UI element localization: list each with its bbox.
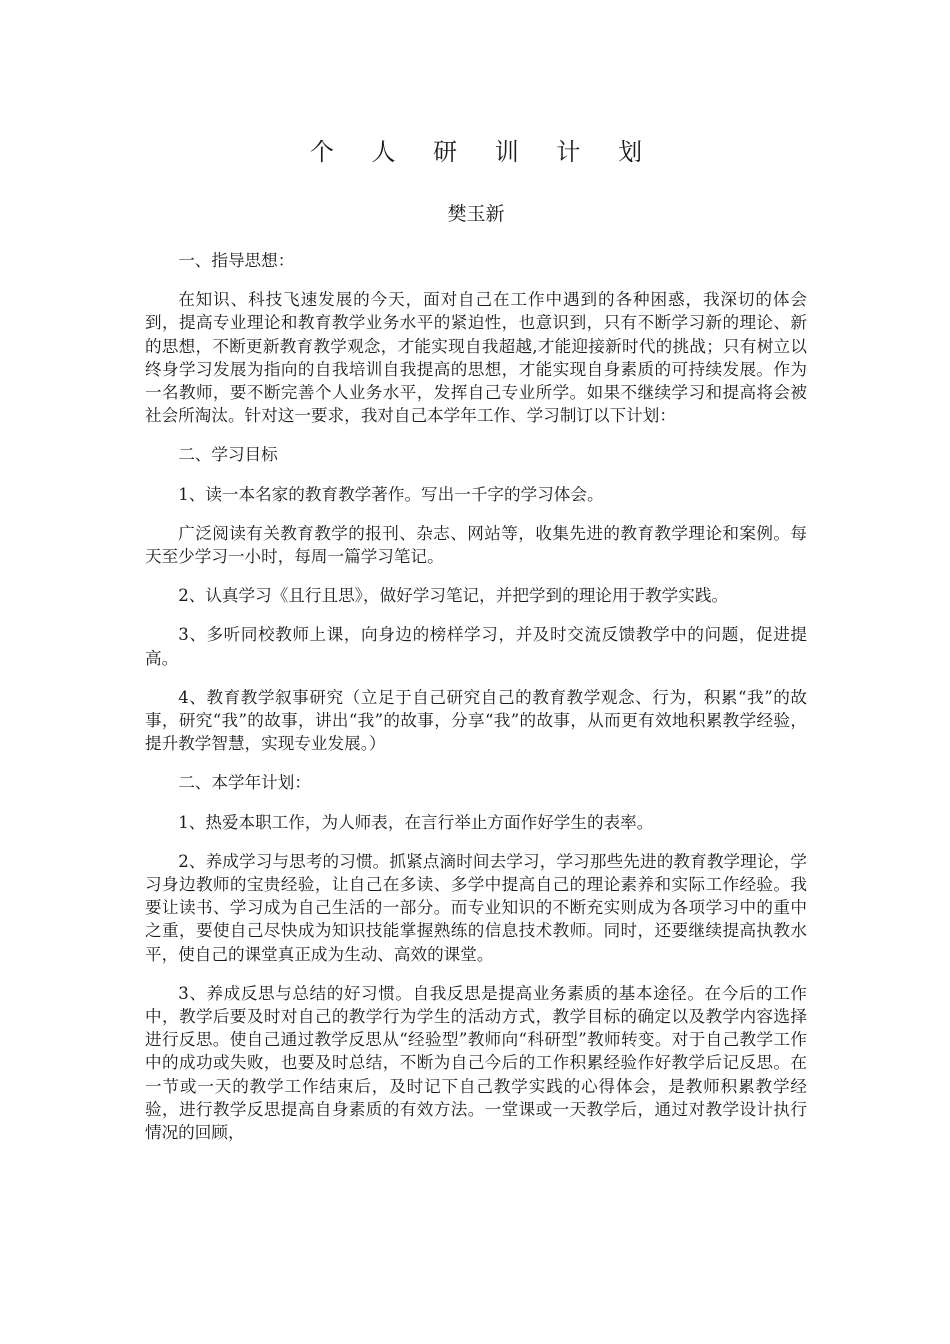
goal-item-3: 3、多听同校教师上课，向身边的榜样学习，并及时交流反馈教学中的问题，促进提高。 xyxy=(145,625,807,668)
section-heading-learning-goals: 二、学习目标 xyxy=(178,445,278,465)
goal-item-1: 1、读一本名家的教育教学著作。写出一千字的学习体会。 xyxy=(178,484,604,504)
goal-item-4: 4、教育教学叙事研究（立足于自己研究自己的教育教学观念、行为，积累“我”的故事，研究“我”的故事，讲出“我”的故事，分享“我”的故事，从而更有效地积累教学经验，提升教学智慧，实现专业发展。） xyxy=(145,687,807,754)
goal-item-2: 2、认真学习《且行且思》，做好学习笔记，并把学到的理论用于教学实践。 xyxy=(178,586,729,606)
plan-item-1: 1、热爱本职工作，为人师表，在言行举止方面作好学生的表率。 xyxy=(178,812,654,832)
goal-item-1-detail: 广泛阅读有关教育教学的报刊、杂志、网站等，收集先进的教育教学理论和案例。每天至少学习一小时，每周一篇学习笔记。 xyxy=(145,523,807,567)
document-body xyxy=(145,249,807,1160)
section-heading-guiding-thought: 一、指导思想： xyxy=(178,251,295,270)
document-author: 樊玉新 xyxy=(447,203,505,225)
paragraph-guiding-thought: 在知识、科技飞速发展的今天，面对自己在工作中遇到的各种困惑，我深切的体会到，提高专业理论和教育教学业务水平的紧迫性，也意识到，只有不断学习新的理论、新的思想，不断更新教育教学观念，才能实现自我超越,才能迎接新时代的挑战；只有树立以终身学习发展为指向的自我培训自我提高的思想，才能实现自身素质的可持续发展。作为一名教师，要不断完善个人业务水平，发挥自己专业所学。如果不继续学习和提高将会被社会所淘汰。针对这一要求，我对自己本学年工作、学习制订以下计划： xyxy=(145,290,807,426)
document-title: 个 人 研 训 计 划 xyxy=(309,138,658,166)
plan-item-2: 2、养成学习与思考的习惯。抓紧点滴时间去学习，学习那些先进的教育教学理论，学习身边教师的宝贵经验，让自己在多读、多学中提高自己的理论素养和实际工作经验。我要让读书、学习成为自己生活的一部分。而专业知识的不断充实则成为各项学习中的重中之重，要使自己尽快成为知识技能掌握熟练的信息技术教师。同时，还要继续提高执教水平，使自己的课堂真正成为生动、高效的课堂。 xyxy=(145,851,807,964)
plan-item-3: 3、养成反思与总结的好习惯。自我反思是提高业务素质的基本途径。在今后的工作中，教学后要及时对自己的教学行为学生的活动方式，教学目标的确定以及教学内容选择进行反思。使自己通过教学反思从“经验型”教师向“科研型”教师转变。对于自己教学工作中的成功或失败，也要及时总结，不断为自己今后的工作积累经验作好教学后记反思。在一节或一天的教学工作结束后，及时记下自己教学实践的心得体会，是教师积累教学经验，进行教学反思提高自身素质的有效方法。一堂课或一天教学后，通过对教学设计执行情况的回顾， xyxy=(145,983,807,1143)
section-heading-year-plan: 二、本学年计划： xyxy=(178,773,311,793)
